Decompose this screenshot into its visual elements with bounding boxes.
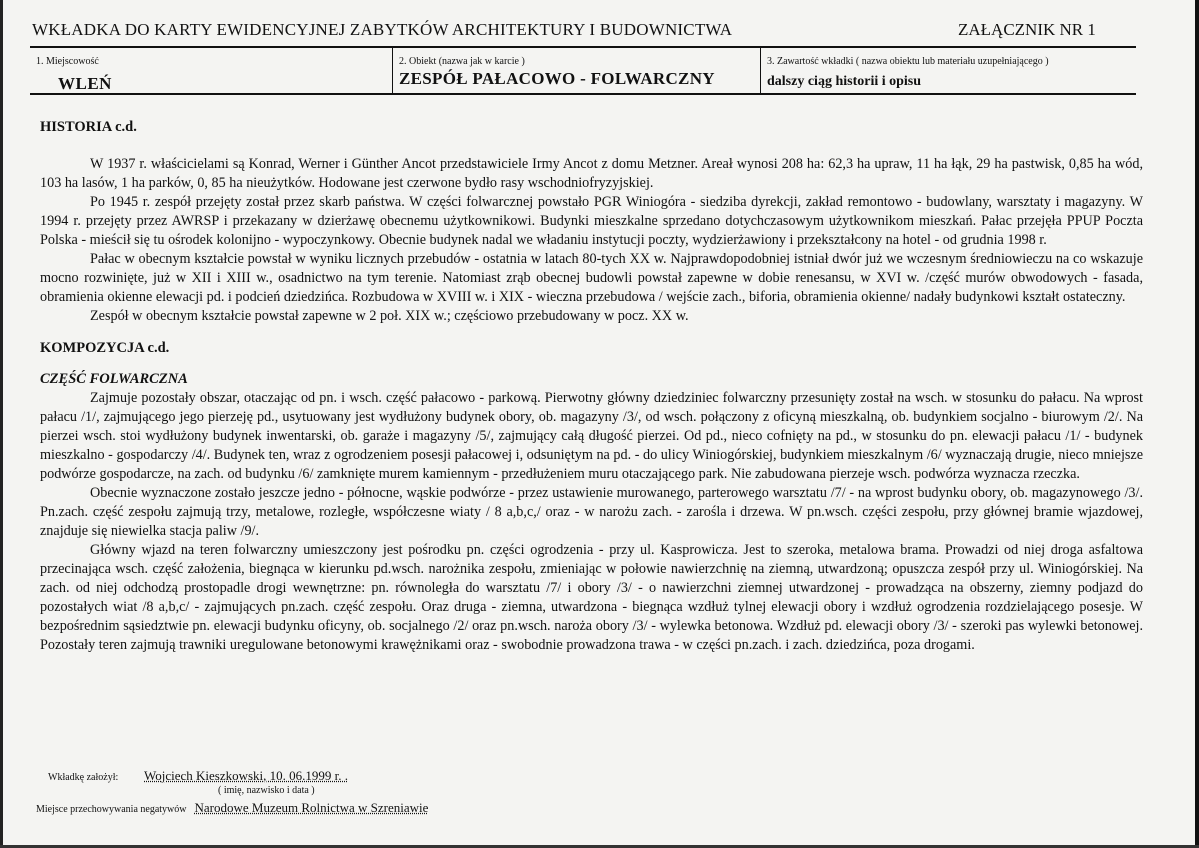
historia-paragraph: Zespół w obecnym kształcie powstał zapewne w 2 poł. XIX w.; częściowo przebudowany w pocz. XX w. bbox=[90, 308, 689, 324]
subsection-heading-folwark: CZĘŚĆ FOLWARCZNA bbox=[40, 371, 188, 387]
document-title: WKŁADKA DO KARTY EWIDENCYJNEJ ZABYTKÓW ARCHITEKTURY I BUDOWNICTWA bbox=[32, 20, 733, 39]
kompozycja-paragraph: Główny wjazd na teren folwarczny umieszczony jest pośrodku pn. części ogrodzenia - przy ul. Kasprowicza. Jest to szeroka, metalowa brama. Prowadzi od niej droga asfaltowa przecinająca wsch. część założenia, biegnąca w kierunku pd.wsch. narożnika zespołu, zmieniając w połowie nawierzchnię na ziemną, utwardzoną; opuszcza zespół przy ul. Winiogórskiej. Na zach. od niej odchodzą prostopadle drogi wewnętrzne: pn. równoległa do warsztatu /7/ i obory /3/ - o nawierzchni ziemnej utwardzonej - prowadząca na obszerny, ziemny podjazd do pozostałych wiat /8 a,b,c/ - zajmujących pn.zach. część zespołu. Oraz druga - ziemna, utwardzona - biegnąca wzdłuż tylnej elewacji obory i wzdłuż ogrodzenia rozdzielającego posesje. W bezpośrednim sąsiedztwie pn. elewacji budynku oficyny, ob. socjalnego /2/ oraz pn.wsch. naroża obory /3/ - wylewka betonowa. Wzdłuż pd. elewacji obory /3/ - szeroki pas wylewki betonowej. Pozostały teren zajmują trawniki uregulowane betonowymi krawężnikami oraz - swobodnie prowadzona trawa - w części pn.zach. i zach. dziedzińca, poza drogami. bbox=[40, 542, 1143, 653]
field-locality bbox=[30, 48, 393, 93]
author-value: Wojciech Kieszkowski, 10. 06.1999 r. . bbox=[144, 768, 349, 783]
field-locality-value: WLEŃ bbox=[58, 74, 112, 93]
kompozycja-paragraph: Obecnie wyznaczone zostało jeszcze jedno - północne, wąskie podwórze - przez ustawienie murowanego, parterowego warsztatu /7/ - na wprost budynku obory, ob. magazynowego /3/. Pn.zach. część zespołu zajmują trzy, metalowe, rozległe, współczesne wiaty / 8 a,b,c,/ oraz - w narożu zach. - zarośla i drzewa. W pn.wsch. części zespołu, przy głównej bramie wjazdowej, znajduje się niewielka stacja paliw /9/. bbox=[40, 485, 1143, 539]
section-heading-kompozycja: KOMPOZYCJA c.d. bbox=[40, 340, 170, 356]
historia-paragraph: Po 1945 r. zespół przejęty został przez skarb państwa. W części folwarcznej powstało PGR Winiogóra - siedziba dyrekcji, zakład remontowo - budowlany, warsztaty i magazyny. W 1994 r. przejęty przez AWRSP i przekazany w dzierżawę obecnemu użytkownikowi. Budynki mieszkalne sprzedano dotychczasowym użytkownikom mieszkań. Pałac przejęła PPUP Poczta Polska - mieścił się tu ośrodek kolonijno - wypoczynkowy. Obecnie budynek nadal we władaniu instytucji poczty, wydzierżawiony i przekształcony na hotel - od grudnia 1998 r. bbox=[40, 194, 1143, 248]
storage-label: Miejsce przechowywania negatywów bbox=[36, 804, 187, 815]
field-object-label: 2. Obiekt (nazwa jak w karcie ) bbox=[399, 56, 525, 67]
storage-value: Narodowe Muzeum Rolnictwa w Szreniawie bbox=[194, 800, 429, 815]
kompozycja-paragraph: Zajmuje pozostały obszar, otaczając od pn. i wsch. część pałacowo - parkową. Pierwotny główny dziedziniec folwarczny przesunięty został na wsch. w stosunku do pałacu. Na wprost pałacu /1/, zajmującego jego pierzeję pd., usytuowany jest wydłużony budynek obory, ob. magazyny /3/, od wsch. połączony z oficyną mieszkalną, ob. budynkiem socjalno - biurowym /2/. Na pierzei wsch. stoi wydłużony budynek inwentarski, ob. garaże i magazyny /5/, zajmujący całą długość pierzei. Od pd., nieco cofnięty na pd., w stosunku do pn. elewacji pałacu /1/ - budynek mieszkalno - gospodarczy /4/. Budynek ten, wraz z ogrodzeniem posesji pałacowej i, odsuniętym na pd. - do ulicy Winiogórskiej, budynkiem mieszkalnym /6/ wyznaczają drugie, nieco mniejsze podwórze gospodarcze, na zach. od budynku /6/ zamknięte murem kamiennym - przedłużeniem muru otaczającego park. Nie zabudowana pierzeje wsch. podwórza wyznacza rzeczka. bbox=[40, 390, 1143, 482]
attachment-number: ZAŁĄCZNIK NR 1 bbox=[958, 20, 1096, 39]
field-object bbox=[393, 48, 761, 93]
field-object-value: ZESPÓŁ PAŁACOWO - FOLWARCZNY bbox=[399, 69, 715, 88]
author-row bbox=[48, 768, 348, 784]
author-hint: ( imię, nazwisko i data ) bbox=[218, 785, 315, 796]
author-label: Wkładkę założył: bbox=[48, 772, 119, 783]
historia-paragraph: Pałac w obecnym kształcie powstał w wyniku licznych przebudów - ostatnia w latach 80-tych XX w. Najprawdopodobniej istniał dwór już we wczesnym średniowieczu na co wskazuje mocno rozwinięte, już w XII i XIII w., osadnictwo na tym terenie. Natomiast zrąb obecnej budowli powstał zapewne w dobie renesansu, w XVI w. /część murów obwodowych - fasada, obramienia okienne elewacji pd. i podcień dziedzińca. Rozbudowa w XVIII w. i XIX - wieczna przebudowa / wejście zach., biforia, obramienia okienne/ nadały budynkowi kształt ostateczny. bbox=[40, 251, 1143, 305]
field-contents-label: 3. Zawartość wkładki ( nazwa obiektu lub materiału uzupełniającego ) bbox=[767, 56, 1049, 67]
field-locality-label: 1. Miejscowość bbox=[36, 56, 99, 67]
historia-paragraph: W 1937 r. właścicielami są Konrad, Werner i Günther Ancot przedstawiciele Irmy Ancot z domu Metzner. Areał wynosi 208 ha: 62,3 ha upraw, 11 ha łąk, 29 ha pastwisk, 0,85 ha wód, 103 ha lasów, 1 ha parków, 0, 85 ha nieużytków. Hodowane jest czerwone bydło rasy wschodniofryzyjskiej. bbox=[40, 156, 1143, 191]
storage-row bbox=[36, 800, 428, 816]
field-contents-value: dalszy ciąg historii i opisu bbox=[767, 74, 922, 89]
field-contents bbox=[761, 48, 1136, 93]
form-fields-row bbox=[30, 46, 1136, 95]
document-body bbox=[40, 118, 1143, 655]
scan-edge-right bbox=[1195, 0, 1199, 848]
scan-edge-left bbox=[0, 0, 3, 848]
section-heading-historia: HISTORIA c.d. bbox=[40, 119, 137, 135]
